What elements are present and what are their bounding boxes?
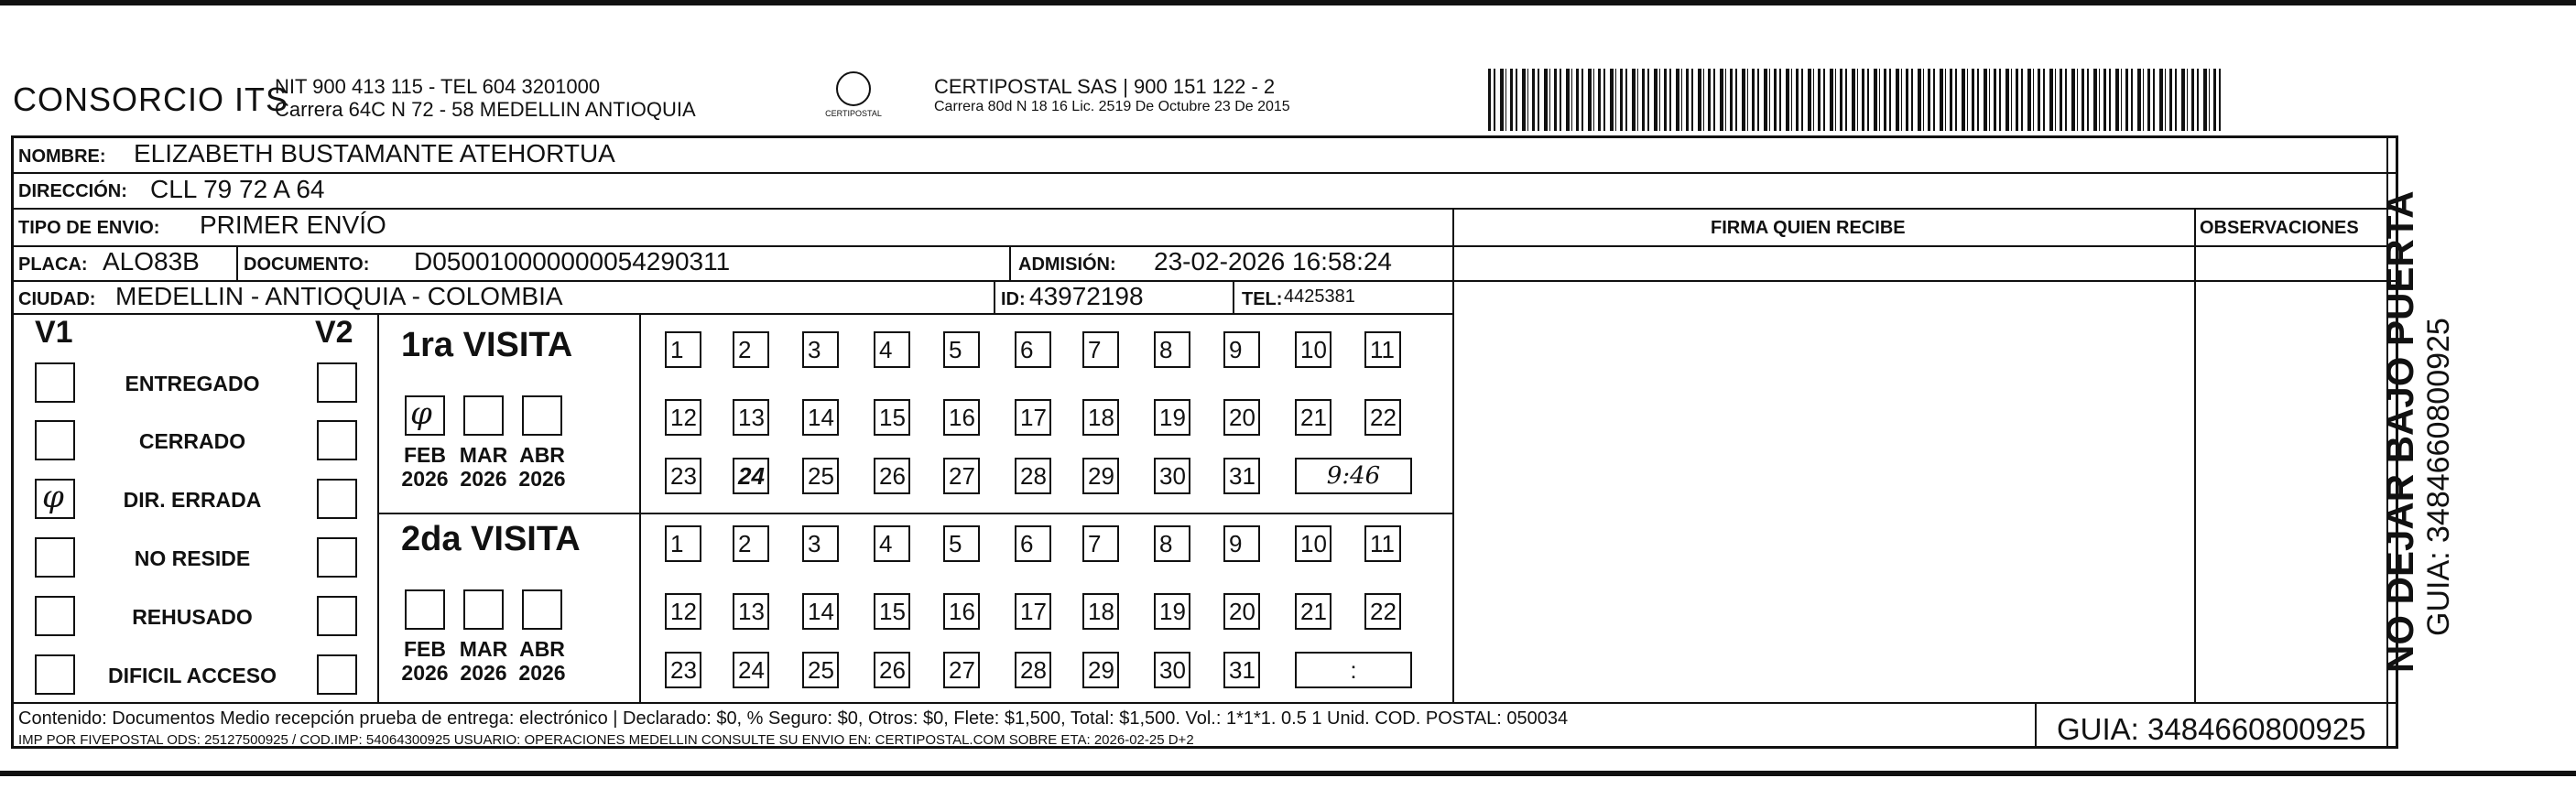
company-address-line: Carrera 64C N 72 - 58 MEDELLIN ANTIOQUIA bbox=[275, 98, 696, 121]
direccion-value: CLL 79 72 A 64 bbox=[150, 175, 325, 203]
day-box[interactable]: 6 bbox=[1015, 525, 1051, 562]
company-info bbox=[275, 75, 696, 121]
visit1-title: 1ra VISITA bbox=[401, 326, 573, 364]
v2-checkbox[interactable] bbox=[317, 596, 357, 636]
month-label bbox=[515, 637, 570, 685]
month-checkbox[interactable] bbox=[405, 589, 445, 630]
day-box[interactable]: 16 bbox=[943, 399, 980, 436]
tipo-envio-label: TIPO DE ENVIO: bbox=[18, 218, 160, 238]
v2-header: V2 bbox=[315, 315, 353, 350]
placa-value: ALO83B bbox=[103, 247, 200, 276]
col-divider bbox=[1233, 280, 1234, 313]
carrier-logo-caption: CERTIPOSTAL bbox=[825, 109, 882, 118]
col-divider bbox=[236, 245, 238, 280]
status-label: DIFICIL ACCESO bbox=[107, 664, 277, 687]
row-divider bbox=[11, 702, 2398, 704]
day-box[interactable]: 7 bbox=[1082, 525, 1119, 562]
visit-time-box[interactable]: : bbox=[1295, 652, 1412, 688]
day-box[interactable]: 30 bbox=[1154, 652, 1190, 688]
day-box[interactable]: 5 bbox=[943, 331, 980, 368]
day-box[interactable]: 16 bbox=[943, 593, 980, 630]
observaciones-header: OBSERVACIONES bbox=[2200, 218, 2359, 238]
day-box[interactable]: 7 bbox=[1082, 331, 1119, 368]
day-box[interactable]: 19 bbox=[1154, 593, 1190, 630]
ciudad-value: MEDELLIN - ANTIOQUIA - COLOMBIA bbox=[115, 282, 563, 310]
month-name: ABR bbox=[519, 637, 565, 661]
day-box[interactable]: 2 bbox=[733, 331, 769, 368]
row-divider bbox=[1452, 280, 2398, 282]
day-box[interactable]: 14 bbox=[802, 399, 839, 436]
day-box[interactable]: 17 bbox=[1015, 399, 1051, 436]
month-checkbox[interactable] bbox=[405, 395, 445, 436]
col-divider bbox=[2035, 702, 2037, 749]
status-label: REHUSADO bbox=[132, 605, 253, 629]
company-nit-line: NIT 900 413 115 - TEL 604 3201000 bbox=[275, 75, 601, 98]
day-box[interactable]: 5 bbox=[943, 525, 980, 562]
day-box[interactable]: 9 bbox=[1223, 525, 1260, 562]
month-name: ABR bbox=[519, 443, 565, 467]
day-box[interactable]: 13 bbox=[733, 399, 769, 436]
month-year: 2026 bbox=[401, 661, 449, 685]
nombre-value: ELIZABETH BUSTAMANTE ATEHORTUA bbox=[134, 139, 615, 168]
day-box[interactable]: 15 bbox=[874, 399, 910, 436]
day-box[interactable]: 24 bbox=[733, 458, 769, 494]
month-label bbox=[397, 637, 452, 685]
day-box[interactable]: 25 bbox=[802, 652, 839, 688]
day-box[interactable]: 19 bbox=[1154, 399, 1190, 436]
visit-time-box[interactable]: 9:46 bbox=[1295, 458, 1412, 494]
col-divider bbox=[1009, 245, 1011, 280]
month-name: FEB bbox=[404, 443, 446, 467]
day-box[interactable]: 6 bbox=[1015, 331, 1051, 368]
v2-checkbox[interactable] bbox=[317, 362, 357, 403]
day-box[interactable]: 9 bbox=[1223, 331, 1260, 368]
col-divider bbox=[639, 313, 641, 702]
day-box[interactable]: 21 bbox=[1295, 593, 1331, 630]
month-year: 2026 bbox=[518, 467, 566, 491]
day-box[interactable]: 28 bbox=[1015, 458, 1051, 494]
day-box[interactable]: 17 bbox=[1015, 593, 1051, 630]
admision-value: 23-02-2026 16:58:24 bbox=[1154, 247, 1392, 276]
day-box[interactable]: 4 bbox=[874, 331, 910, 368]
day-box[interactable]: 8 bbox=[1154, 331, 1190, 368]
v2-checkbox[interactable] bbox=[317, 420, 357, 460]
carrier-address-line: Carrera 80d N 18 16 Lic. 2519 De Octubre 23 De 2015 bbox=[934, 99, 1290, 114]
carrier-name-line: CERTIPOSTAL SAS | 900 151 122 - 2 bbox=[934, 75, 1276, 98]
v1-checkbox[interactable] bbox=[35, 362, 75, 403]
tel-label: TEL: bbox=[1242, 289, 1283, 309]
month-checkbox[interactable] bbox=[522, 395, 562, 436]
day-box[interactable]: 11 bbox=[1364, 331, 1401, 368]
placa-label: PLACA: bbox=[18, 254, 88, 275]
day-box[interactable]: 28 bbox=[1015, 652, 1051, 688]
id-label: ID: bbox=[1001, 289, 1026, 309]
carrier-info bbox=[934, 75, 1290, 116]
admision-label: ADMISIÓN: bbox=[1018, 254, 1116, 275]
month-label bbox=[456, 443, 511, 491]
day-box[interactable]: 23 bbox=[665, 652, 701, 688]
col-divider bbox=[377, 313, 379, 702]
day-box[interactable]: 31 bbox=[1223, 652, 1260, 688]
v2-checkbox[interactable] bbox=[317, 654, 357, 695]
footer-imp-line: IMP POR FIVEPOSTAL ODS: 25127500925 / COD.IMP: 54064300925 USUARIO: OPERACIONES MEDELLIN CONSULTE SU ENVIO EN: CERTIPOSTAL.COM SOBRE ETA: 2026-02-25 D+2 bbox=[18, 732, 1194, 748]
month-name: MAR bbox=[459, 637, 508, 661]
footer-guia: GUIA: 3484660800925 bbox=[2057, 712, 2366, 746]
day-box[interactable]: 3 bbox=[802, 331, 839, 368]
day-box[interactable]: 3 bbox=[802, 525, 839, 562]
status-label: ENTREGADO bbox=[125, 372, 260, 395]
day-box[interactable]: 11 bbox=[1364, 525, 1401, 562]
day-box[interactable]: 2 bbox=[733, 525, 769, 562]
month-label bbox=[456, 637, 511, 685]
v1-checkbox[interactable] bbox=[35, 596, 75, 636]
day-box[interactable]: 12 bbox=[665, 399, 701, 436]
month-label bbox=[397, 443, 452, 491]
row-divider bbox=[11, 208, 2398, 210]
day-box[interactable]: 27 bbox=[943, 652, 980, 688]
day-box[interactable]: 22 bbox=[1364, 593, 1401, 630]
day-box[interactable]: 20 bbox=[1223, 593, 1260, 630]
row-divider bbox=[1452, 245, 2398, 247]
month-name: MAR bbox=[459, 443, 508, 467]
day-box[interactable]: 1 bbox=[665, 331, 701, 368]
tipo-envio-value: PRIMER ENVÍO bbox=[200, 211, 386, 239]
col-divider bbox=[1452, 209, 1454, 703]
day-box[interactable]: 30 bbox=[1154, 458, 1190, 494]
day-box[interactable]: 22 bbox=[1364, 399, 1401, 436]
day-box[interactable]: 31 bbox=[1223, 458, 1260, 494]
month-checkbox[interactable] bbox=[522, 589, 562, 630]
tel-value: 4425381 bbox=[1284, 286, 1355, 307]
day-box[interactable]: 27 bbox=[943, 458, 980, 494]
day-box[interactable]: 10 bbox=[1295, 331, 1331, 368]
month-year: 2026 bbox=[460, 467, 507, 491]
day-box[interactable]: 29 bbox=[1082, 652, 1119, 688]
day-box[interactable]: 26 bbox=[874, 652, 910, 688]
visit-divider bbox=[377, 513, 1452, 514]
documento-value: D050010000000054290311 bbox=[414, 247, 731, 276]
v1-header: V1 bbox=[35, 315, 73, 350]
direccion-label: DIRECCIÓN: bbox=[18, 181, 127, 201]
side-warning: NO DEJAR BAJO PUERTA bbox=[2378, 190, 2421, 673]
status-label: DIR. ERRADA bbox=[123, 488, 262, 512]
side-guia: GUIA: 3484660800925 bbox=[2421, 318, 2456, 636]
day-box[interactable]: 23 bbox=[665, 458, 701, 494]
top-border bbox=[0, 0, 2576, 5]
day-box[interactable]: 20 bbox=[1223, 399, 1260, 436]
footer-content-line: Contenido: Documentos Medio recepción prueba de entrega: electrónico | Declarado: $0, % Seguro: $0, Otros: $0, Flete: $1,500, Total: $1,500. Vol.: 1*1*1. 0.5 1 Unid. COD. POSTAL: 050034 bbox=[18, 708, 1569, 729]
v1-checkbox[interactable] bbox=[35, 654, 75, 695]
day-box[interactable]: 10 bbox=[1295, 525, 1331, 562]
nombre-label: NOMBRE: bbox=[18, 146, 106, 167]
col-divider bbox=[2194, 209, 2196, 703]
handwritten-check-mark: φ bbox=[42, 479, 64, 515]
day-box[interactable]: 18 bbox=[1082, 399, 1119, 436]
month-year: 2026 bbox=[518, 661, 566, 685]
month-checkbox[interactable] bbox=[463, 395, 504, 436]
status-label: NO RESIDE bbox=[134, 546, 251, 570]
handwritten-check-mark: φ bbox=[410, 395, 432, 432]
day-box[interactable]: 24 bbox=[733, 652, 769, 688]
month-name: FEB bbox=[404, 637, 446, 661]
month-year: 2026 bbox=[460, 661, 507, 685]
firma-header: FIRMA QUIEN RECIBE bbox=[1711, 218, 1906, 238]
day-box[interactable]: 1 bbox=[665, 525, 701, 562]
day-box[interactable]: 14 bbox=[802, 593, 839, 630]
v2-checkbox[interactable] bbox=[317, 537, 357, 578]
month-checkbox[interactable] bbox=[463, 589, 504, 630]
status-label: CERRADO bbox=[138, 429, 246, 453]
day-box[interactable]: 21 bbox=[1295, 399, 1331, 436]
day-box[interactable]: 12 bbox=[665, 593, 701, 630]
id-value: 43972198 bbox=[1029, 282, 1144, 310]
col-divider bbox=[994, 280, 995, 313]
v2-checkbox[interactable] bbox=[317, 479, 357, 519]
day-box[interactable]: 8 bbox=[1154, 525, 1190, 562]
day-box[interactable]: 26 bbox=[874, 458, 910, 494]
ciudad-label: CIUDAD: bbox=[18, 289, 96, 309]
row-divider bbox=[11, 313, 1452, 315]
day-box[interactable]: 13 bbox=[733, 593, 769, 630]
carrier-logo bbox=[817, 71, 890, 118]
day-box[interactable]: 4 bbox=[874, 525, 910, 562]
barcode bbox=[1488, 69, 2221, 131]
month-label bbox=[515, 443, 570, 491]
carrier-logo-icon bbox=[836, 71, 871, 106]
visit2-title: 2da VISITA bbox=[401, 520, 581, 558]
day-box[interactable]: 15 bbox=[874, 593, 910, 630]
day-box[interactable]: 18 bbox=[1082, 593, 1119, 630]
row-divider bbox=[11, 172, 2398, 174]
v1-checkbox[interactable] bbox=[35, 479, 75, 519]
day-box[interactable]: 29 bbox=[1082, 458, 1119, 494]
v1-checkbox[interactable] bbox=[35, 537, 75, 578]
documento-label: DOCUMENTO: bbox=[244, 254, 370, 275]
side-notice bbox=[2379, 190, 2456, 673]
day-box[interactable]: 25 bbox=[802, 458, 839, 494]
v1-checkbox[interactable] bbox=[35, 420, 75, 460]
bottom-border bbox=[0, 771, 2576, 776]
month-year: 2026 bbox=[401, 467, 449, 491]
company-name: CONSORCIO ITS bbox=[13, 81, 289, 118]
